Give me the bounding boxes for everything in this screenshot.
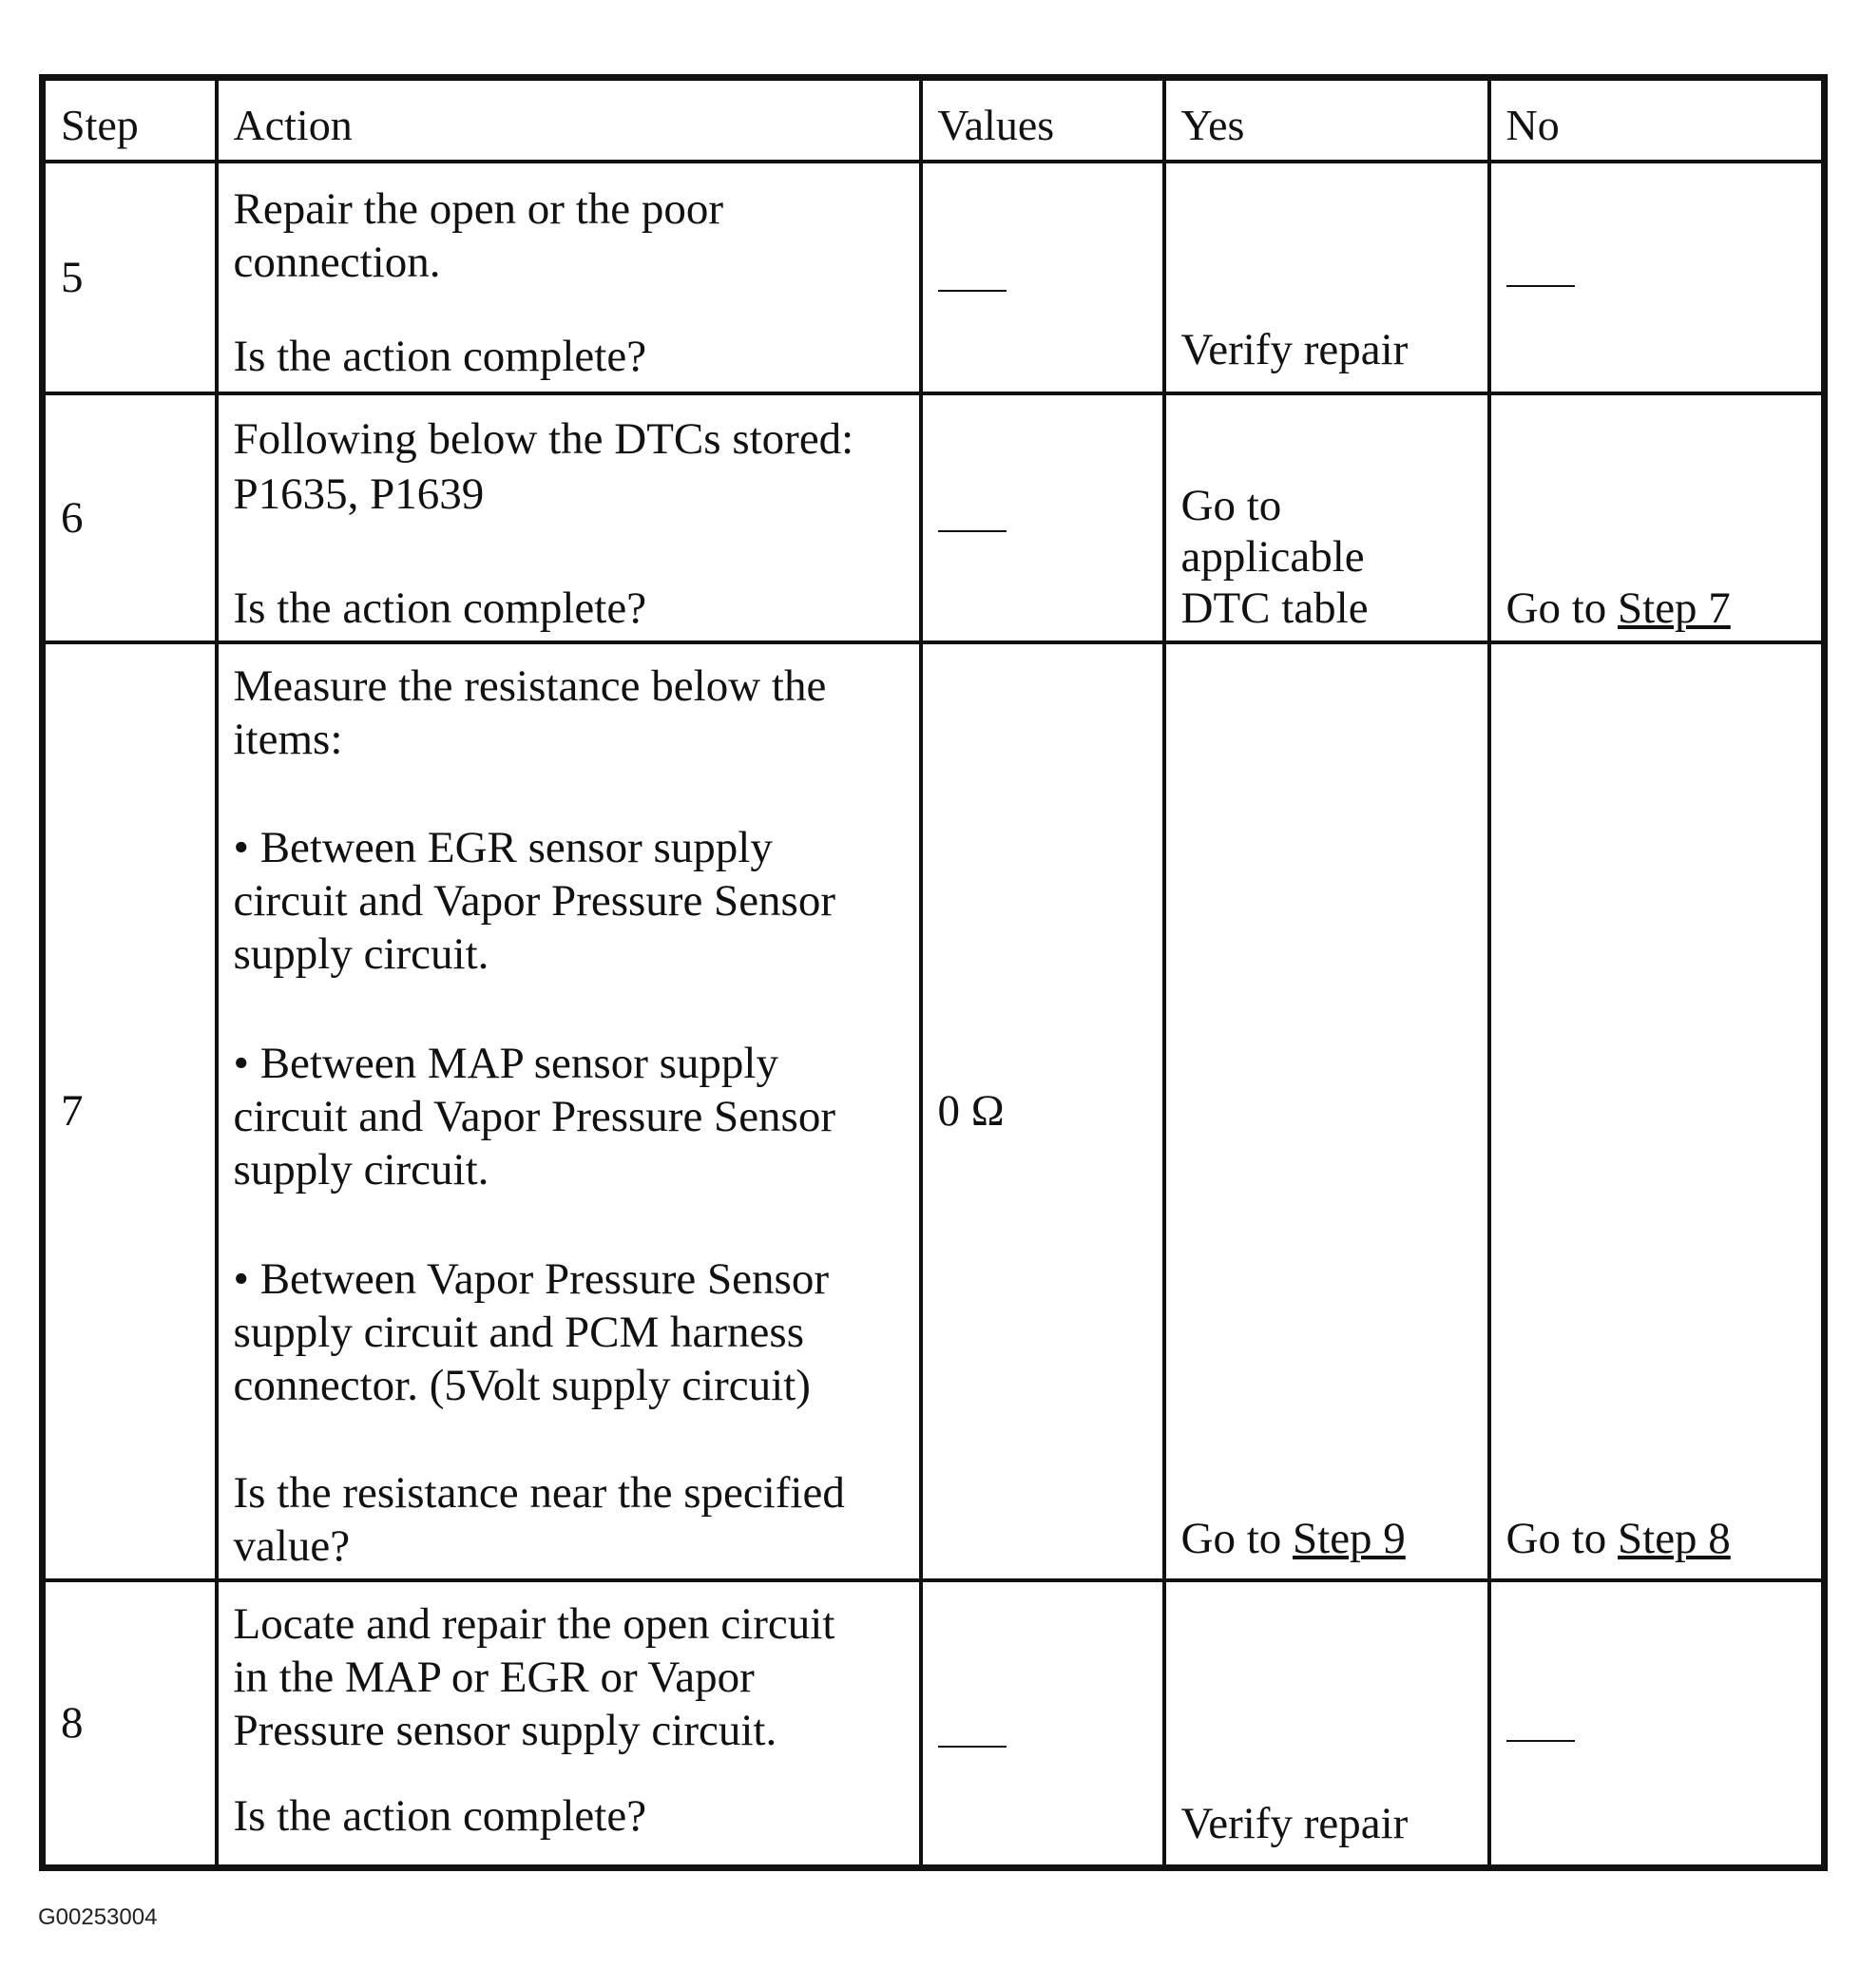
values-cell	[921, 393, 1164, 642]
bullet-item-cont: circuit and Vapor Pressure Sensor	[233, 1091, 835, 1141]
yes-result-line: DTC table	[1180, 583, 1369, 633]
header-action: Action	[217, 78, 921, 162]
table-header-row	[43, 78, 1825, 162]
values-cell	[921, 1580, 1164, 1868]
specified-value: 0 Ω	[937, 1086, 1005, 1136]
yes-cell	[1164, 393, 1489, 642]
step-number-cell	[43, 1580, 217, 1868]
step-number: 6	[61, 492, 84, 543]
empty-value-dash	[938, 1746, 1007, 1748]
action-question: Is the action complete?	[233, 331, 647, 381]
step-number-cell	[43, 162, 217, 393]
action-line: connection.	[233, 237, 441, 287]
table-row	[43, 642, 1825, 1580]
yes-cell	[1164, 1580, 1489, 1868]
action-line: in the MAP or EGR or Vapor	[233, 1652, 755, 1702]
no-cell	[1489, 162, 1825, 393]
bullet-item-cont: connector. (5Volt supply circuit)	[233, 1360, 811, 1410]
action-cell	[217, 1580, 921, 1868]
action-cell	[217, 642, 921, 1580]
action-line: Following below the DTCs stored:	[233, 413, 854, 464]
yes-result: Verify repair	[1180, 324, 1409, 374]
header-yes: Yes	[1164, 78, 1489, 162]
bullet-item: • Between EGR sensor supply	[233, 822, 773, 872]
bullet-item: • Between MAP sensor supply	[233, 1038, 778, 1088]
bullet-item-cont: supply circuit.	[233, 1144, 489, 1195]
bullet-item-cont: supply circuit.	[233, 928, 489, 979]
no-cell	[1489, 393, 1825, 642]
action-cell	[217, 393, 921, 642]
values-cell	[921, 162, 1164, 393]
header-step: Step	[43, 78, 217, 162]
action-question: Is the resistance near the specified	[233, 1467, 845, 1518]
header-no: No	[1489, 78, 1825, 162]
no-result: Go to Step 8	[1505, 1513, 1731, 1563]
yes-result: Go to Step 9	[1180, 1513, 1406, 1563]
action-question: value?	[233, 1520, 351, 1571]
step-number: 8	[61, 1698, 84, 1749]
table-row	[43, 1580, 1825, 1868]
table-row	[43, 162, 1825, 393]
yes-cell	[1164, 642, 1489, 1580]
action-line: Pressure sensor supply circuit.	[233, 1705, 777, 1755]
step-number: 7	[61, 1086, 84, 1136]
empty-value-dash	[938, 530, 1007, 532]
empty-no-dash	[1506, 1740, 1575, 1742]
bullet-item: • Between Vapor Pressure Sensor	[233, 1253, 829, 1304]
yes-result-line: Go to	[1180, 480, 1282, 530]
figure-id: G00253004	[38, 1904, 158, 1930]
step-number-cell	[43, 642, 217, 1580]
step-number: 5	[61, 252, 84, 302]
action-question: Is the action complete?	[233, 1790, 647, 1841]
step-9-link[interactable]: Step 9	[1293, 1513, 1406, 1563]
no-result: Go to Step 7	[1505, 583, 1731, 633]
yes-cell	[1164, 162, 1489, 393]
step-7-link[interactable]: Step 7	[1618, 583, 1731, 633]
action-line: items:	[233, 714, 343, 764]
table-row	[43, 393, 1825, 642]
no-cell	[1489, 642, 1825, 1580]
action-line: Measure the resistance below the	[233, 660, 827, 711]
action-line: Locate and repair the open circuit	[233, 1598, 835, 1649]
empty-value-dash	[938, 290, 1007, 292]
step-number-cell	[43, 393, 217, 642]
action-cell	[217, 162, 921, 393]
step-8-link[interactable]: Step 8	[1618, 1513, 1731, 1563]
action-line: P1635, P1639	[233, 468, 485, 519]
bullet-item-cont: supply circuit and PCM harness	[233, 1307, 804, 1357]
action-line: Repair the open or the poor	[233, 183, 724, 234]
empty-no-dash	[1506, 285, 1575, 287]
yes-result-line: applicable	[1180, 531, 1365, 582]
values-cell	[921, 642, 1164, 1580]
diagnostic-table	[39, 74, 1828, 1871]
no-cell	[1489, 1580, 1825, 1868]
yes-result: Verify repair	[1180, 1798, 1409, 1848]
header-values: Values	[921, 78, 1164, 162]
bullet-item-cont: circuit and Vapor Pressure Sensor	[233, 875, 835, 926]
action-question: Is the action complete?	[233, 583, 647, 633]
